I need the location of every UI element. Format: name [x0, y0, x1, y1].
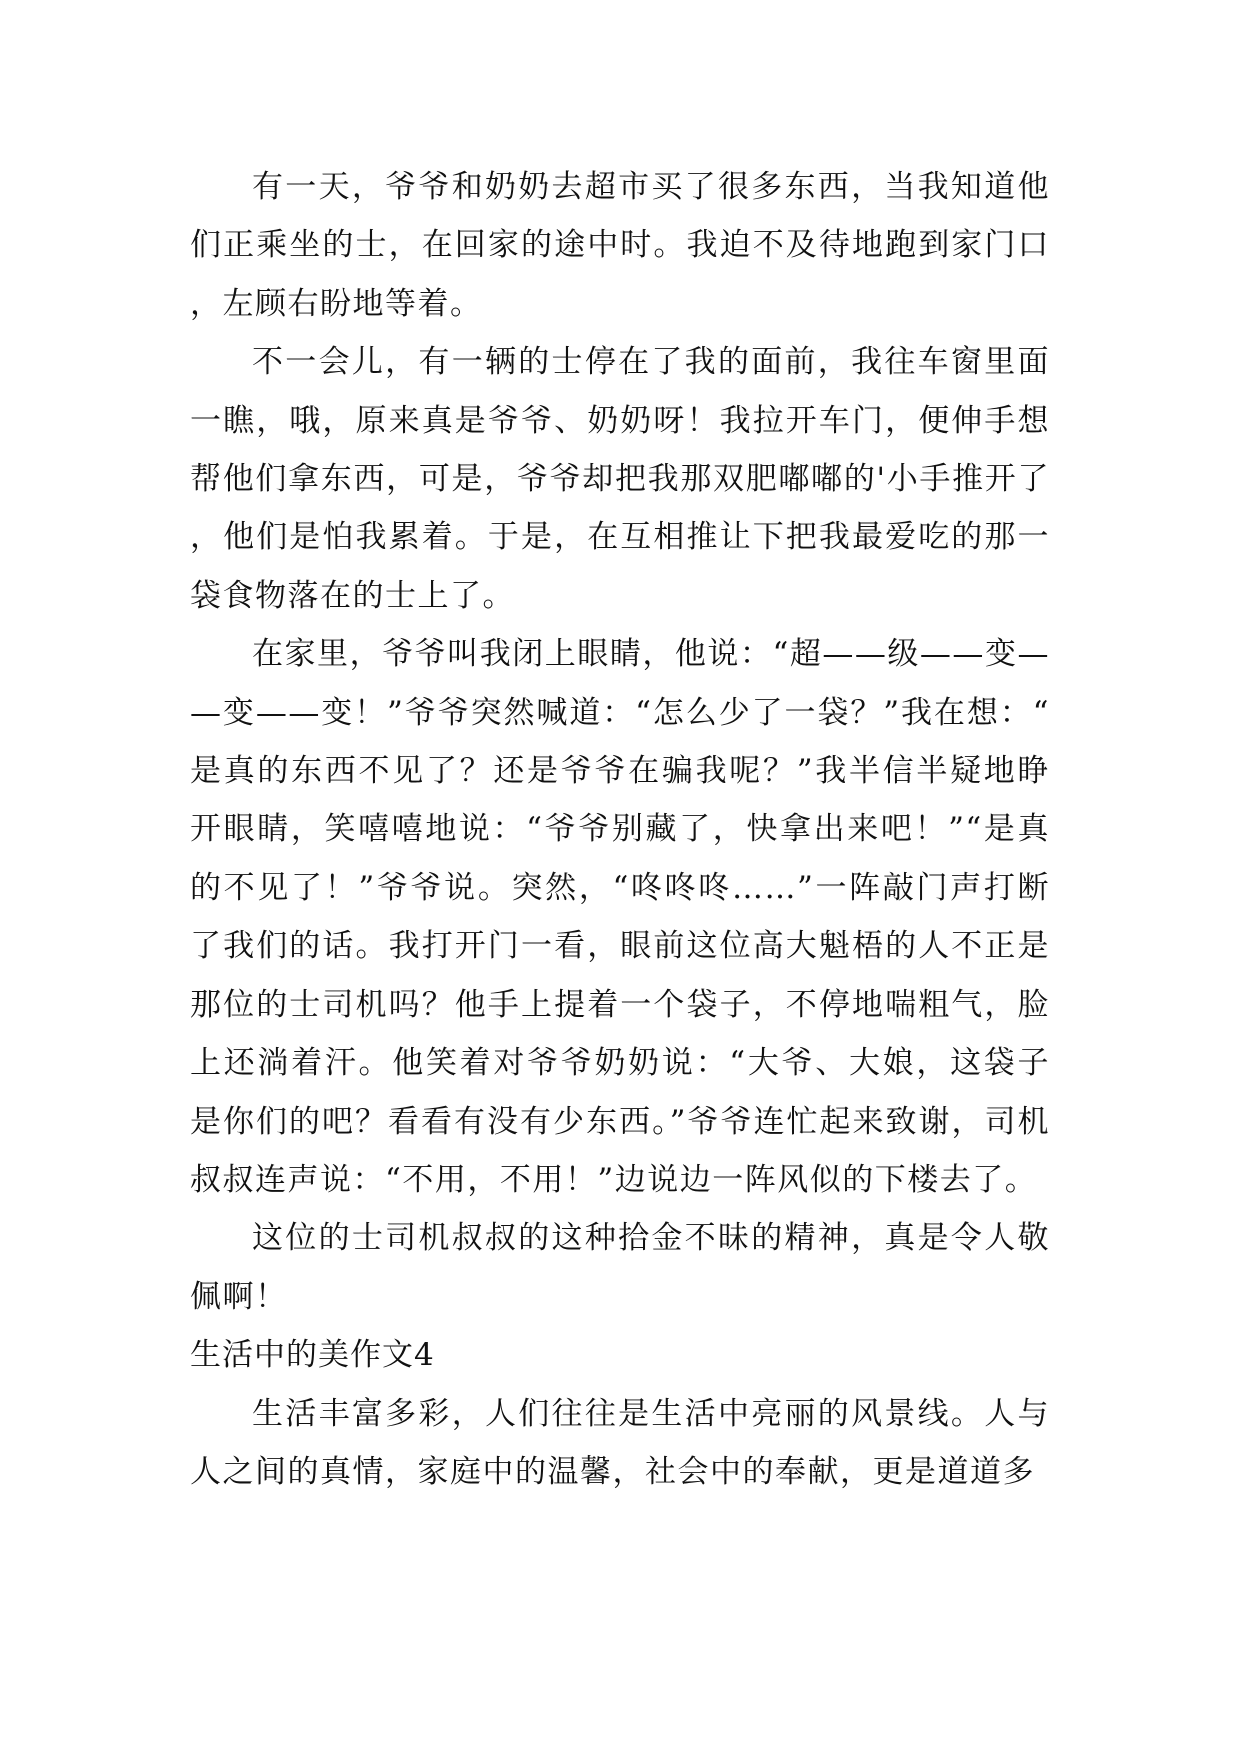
section-heading: 生活中的美作文4	[190, 1337, 435, 1374]
paragraph-life-colorful: 生活丰富多彩，人们往往是生活中亮丽的风景线。人与人之间的真情，家庭中的温馨，社会中的奉献，更是道道多	[190, 1395, 1050, 1490]
paragraph-bag-returned: 在家里，爷爷叫我闭上眼睛，他说：“超——级——变——变——变！”爷爷突然喊道：“怎么少了一袋？”我在想：“是真的东西不见了？还是爷爷在骗我呢？”我半信半疑地睁开眼睛，笑嘻嘻地说：“爷爷别藏了，快拿出来吧！”“是真的不见了！”爷爷说。突然，“咚咚咚……”一阵敲门声打断了我们的话。我打开门一看，眼前这位高大魁梧的人不正是那位的士司机吗？他手上提着一个袋子，不停地喘粗气，脸上还淌着汗。他笑着对爷爷奶奶说：“大爷、大娘，这袋子是你们的吧？看看有没有少东西。”爷爷连忙起来致谢，司机叔叔连声说：“不用，不用！”边说边一阵风似的下楼去了。	[190, 636, 1050, 1198]
paragraph-taxi-arrives: 不一会儿，有一辆的士停在了我的面前，我往车窗里面一瞧，哦，原来真是爷爷、奶奶呀！我拉开车门，便伸手想帮他们拿东西，可是，爷爷却把我那双肥嘟嘟的'小手推开了，他们是怕我累着。于是，在互相推让下把我最爱吃的那一袋食物落在的士上了。	[190, 344, 1050, 614]
document-page	[190, 158, 1050, 1501]
paragraph-admiration: 这位的士司机叔叔的这种拾金不昧的精神，真是令人敬佩啊！	[190, 1220, 1050, 1315]
paragraph-grandparents-shopping: 有一天，爷爷和奶奶去超市买了很多东西，当我知道他们正乘坐的士，在回家的途中时。我迫不及待地跑到家门口，左顾右盼地等着。	[190, 169, 1050, 322]
